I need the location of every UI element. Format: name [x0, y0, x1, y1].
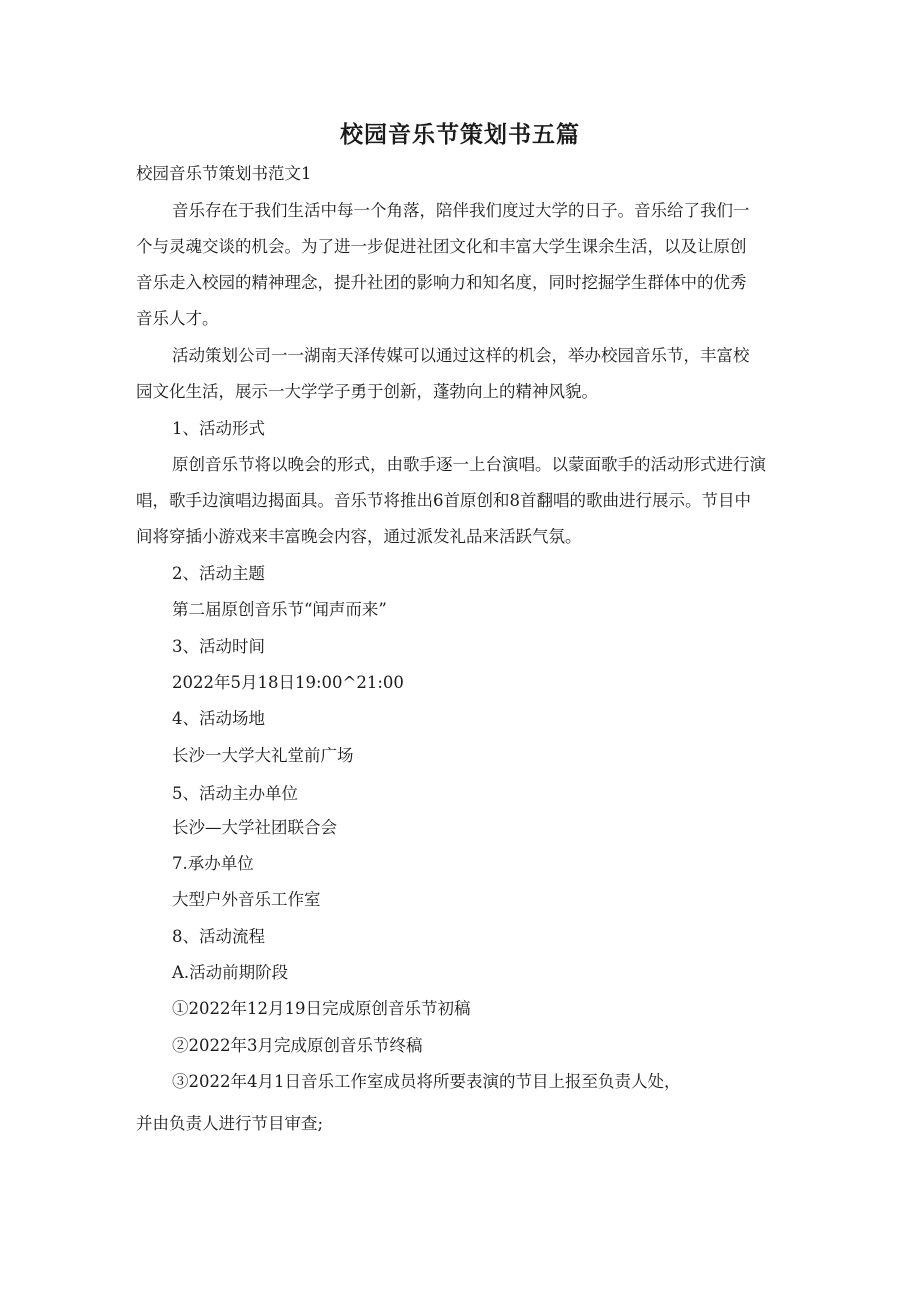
section-3-body: 2022年5月18日19:00^21:00: [172, 673, 404, 692]
company-line-2: 园文化生活，展示一大学学子勇于创新，蓬勃向上的精神风貌。: [136, 382, 598, 401]
intro-line-3: 音乐走入校园的精神理念，提升社团的影响力和知名度，同时挖掘学生群体中的优秀: [136, 273, 747, 292]
phase-a-item-3: ③2022年4月1日音乐工作室成员将所要表演的节目上报至负责人处，: [172, 1072, 681, 1091]
intro-line-4: 音乐人才。: [136, 309, 219, 328]
phase-a-item-3-continued: 并由负责人进行节目审查;: [136, 1114, 324, 1133]
section-7-heading: 7.承办单位: [172, 854, 254, 873]
section-1-line-1: 原创音乐节将以晚会的形式，由歌手逐一上台演唱。以蒙面歌手的活动形式进行演: [172, 455, 766, 474]
company-line-1: 活动策划公司一一湖南天泽传媒可以通过这样的机会，举办校园音乐节，丰富校: [172, 346, 750, 365]
section-1-line-2: 唱，歌手边演唱边揭面具。音乐节将推出6首原创和8首翻唱的歌曲进行展示。节目中: [136, 491, 751, 510]
section-4-body: 长沙一大学大礼堂前广场: [172, 746, 354, 765]
document-title: 校园音乐节策划书五篇: [340, 122, 580, 148]
phase-a-heading: A.活动前期阶段: [172, 963, 289, 982]
phase-a-item-1: ①2022年12月19日完成原创音乐节初稿: [172, 999, 471, 1018]
section-4-heading: 4、活动场地: [172, 709, 265, 728]
section-1-line-3: 间将穿插小游戏来丰富晚会内容，通过派发礼品来活跃气氛。: [136, 527, 582, 546]
section-5-body: 长沙—大学社团联合会: [172, 818, 337, 837]
intro-line-2: 个与灵魂交谈的机会。为了进一步促进社团文化和丰富大学生课余生活，以及让原创: [136, 237, 747, 256]
phase-a-item-2: ②2022年3月完成原创音乐节终稿: [172, 1036, 423, 1055]
section-5-heading: 5、活动主办单位: [172, 784, 298, 803]
document-subtitle: 校园音乐节策划书范文1: [136, 164, 312, 183]
section-2-heading: 2、活动主题: [172, 564, 265, 583]
section-1-heading: 1、活动形式: [172, 419, 265, 438]
section-2-body: 第二届原创音乐节“闻声而来”: [172, 600, 387, 619]
intro-line-1: 音乐存在于我们生活中每一个角落，陪伴我们度过大学的日子。音乐给了我们一: [172, 201, 750, 220]
section-8-heading: 8、活动流程: [172, 927, 265, 946]
section-3-heading: 3、活动时间: [172, 637, 265, 656]
section-7-body: 大型户外音乐工作室: [172, 890, 321, 909]
